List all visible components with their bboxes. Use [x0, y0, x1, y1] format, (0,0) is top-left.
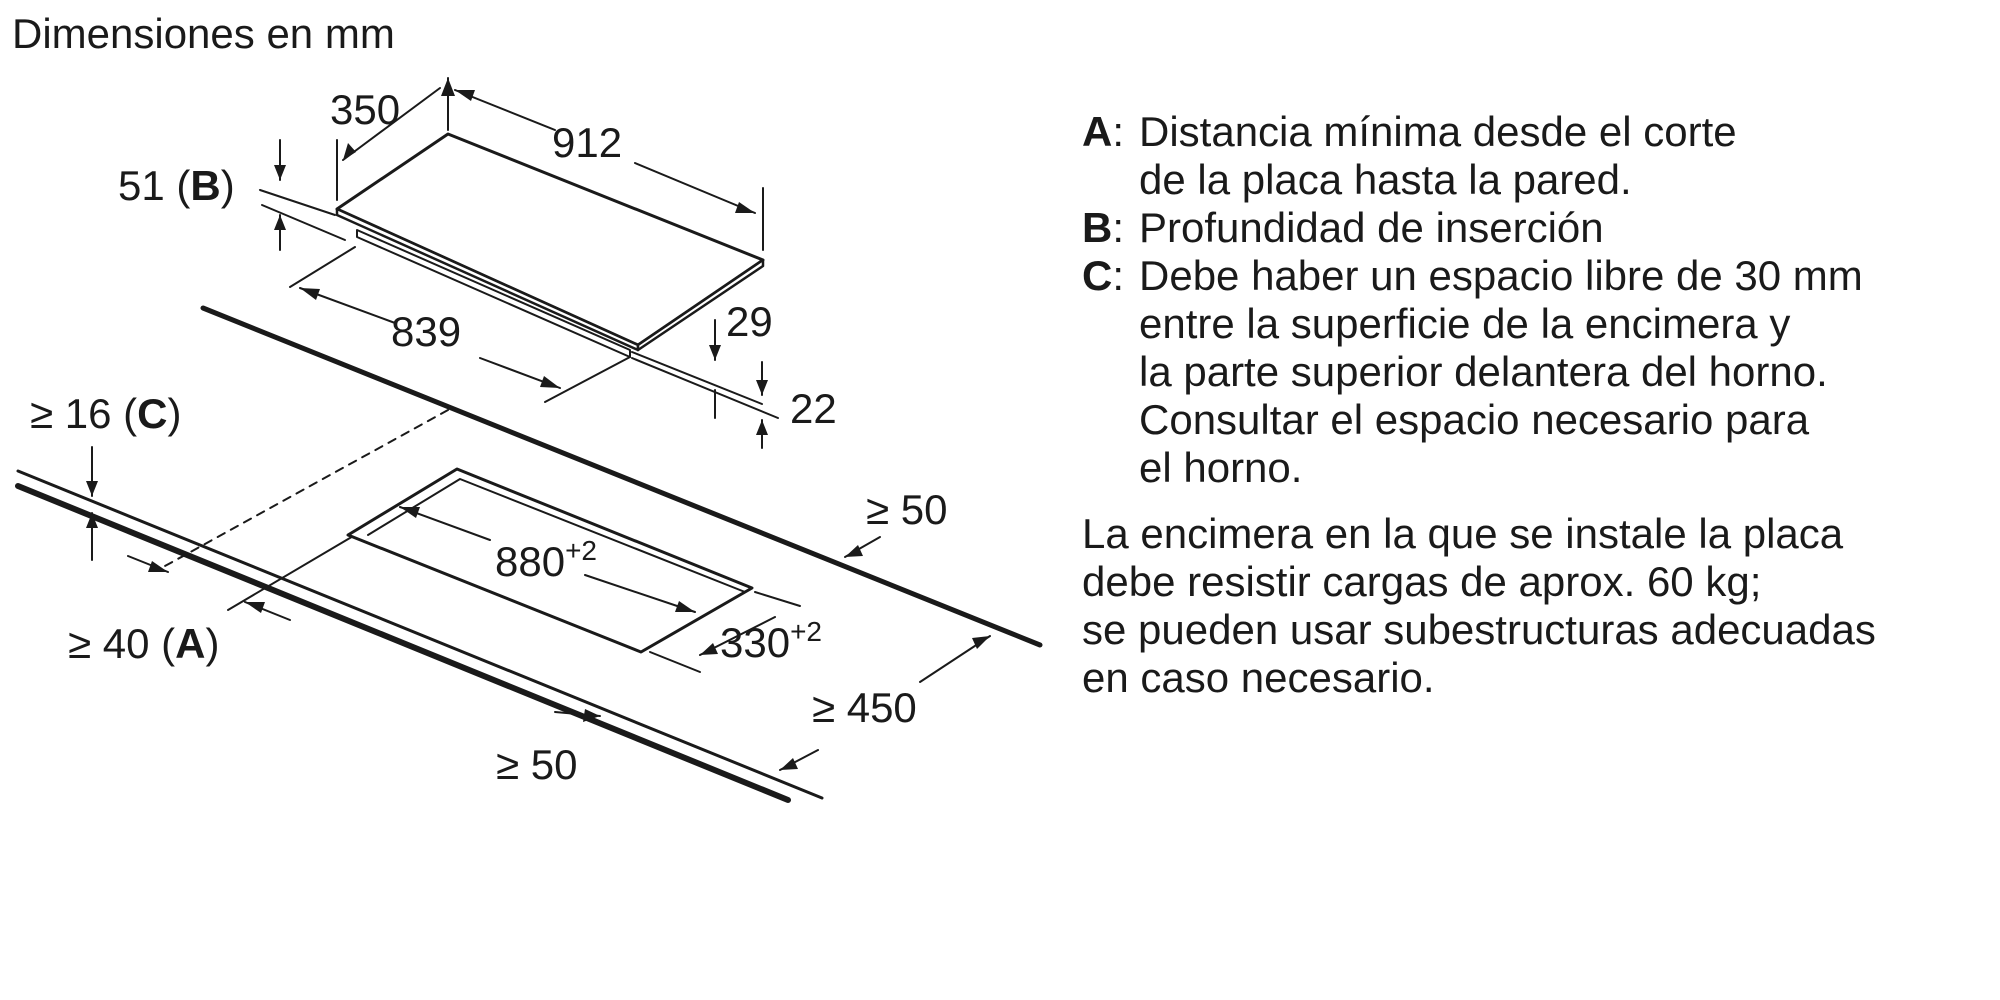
note-line: en caso necesario. — [1082, 654, 1435, 701]
note-line: debe resistir cargas de aprox. 60 kg; — [1082, 558, 1762, 605]
legend-line: la parte superior delantera del horno. — [1139, 348, 1828, 395]
label-worktop-depth: ≥ 450 — [812, 684, 917, 731]
legend-key: A: — [1082, 108, 1125, 155]
label-cutout-width: $880^{+2}$ — [495, 535, 598, 585]
legend-key: B: — [1082, 204, 1125, 251]
label-frame-width-839: 839 — [391, 308, 462, 355]
legend-item-c — [1082, 252, 1982, 492]
legend-key: C: — [1082, 252, 1125, 299]
legend-line: entre la superficie de la encimera y — [1139, 300, 1791, 347]
label-wall-rear: ≥ 50 — [866, 486, 948, 533]
legend-line: Distancia mínima desde el corte — [1139, 108, 1737, 155]
legend-item-b — [1082, 204, 1982, 252]
label-insertion-depth: 51 (B) — [118, 162, 235, 209]
note-line: se pueden usar subestructuras adecuadas — [1082, 606, 1876, 653]
label-height-22: 22 — [790, 385, 837, 432]
legend-line: el horno. — [1139, 444, 1303, 491]
label-clearance-oven: ≥ 16 (C) — [30, 390, 182, 437]
drawing-title: Dimensiones en mm — [12, 10, 395, 57]
label-height-29: 29 — [726, 298, 773, 345]
legend — [1082, 108, 1982, 702]
label-cutout-depth: $330^{+2}$ — [720, 616, 823, 666]
legend-line: Consultar el espacio necesario para — [1139, 396, 1810, 443]
load-note — [1082, 510, 1982, 702]
label-front-distance: ≥ 40 (A) — [68, 620, 220, 667]
legend-line: de la placa hasta la pared. — [1139, 156, 1632, 203]
note-line: La encimera en la que se instale la placa — [1082, 510, 1844, 557]
label-depth-350: 350 — [330, 86, 401, 133]
legend-item-a — [1082, 108, 1982, 204]
label-side-distance: ≥ 50 — [496, 741, 578, 788]
label-width-912: 912 — [552, 119, 623, 166]
legend-line: Debe haber un espacio libre de 30 mm — [1139, 252, 1863, 299]
legend-line: Profundidad de inserción — [1139, 204, 1604, 251]
